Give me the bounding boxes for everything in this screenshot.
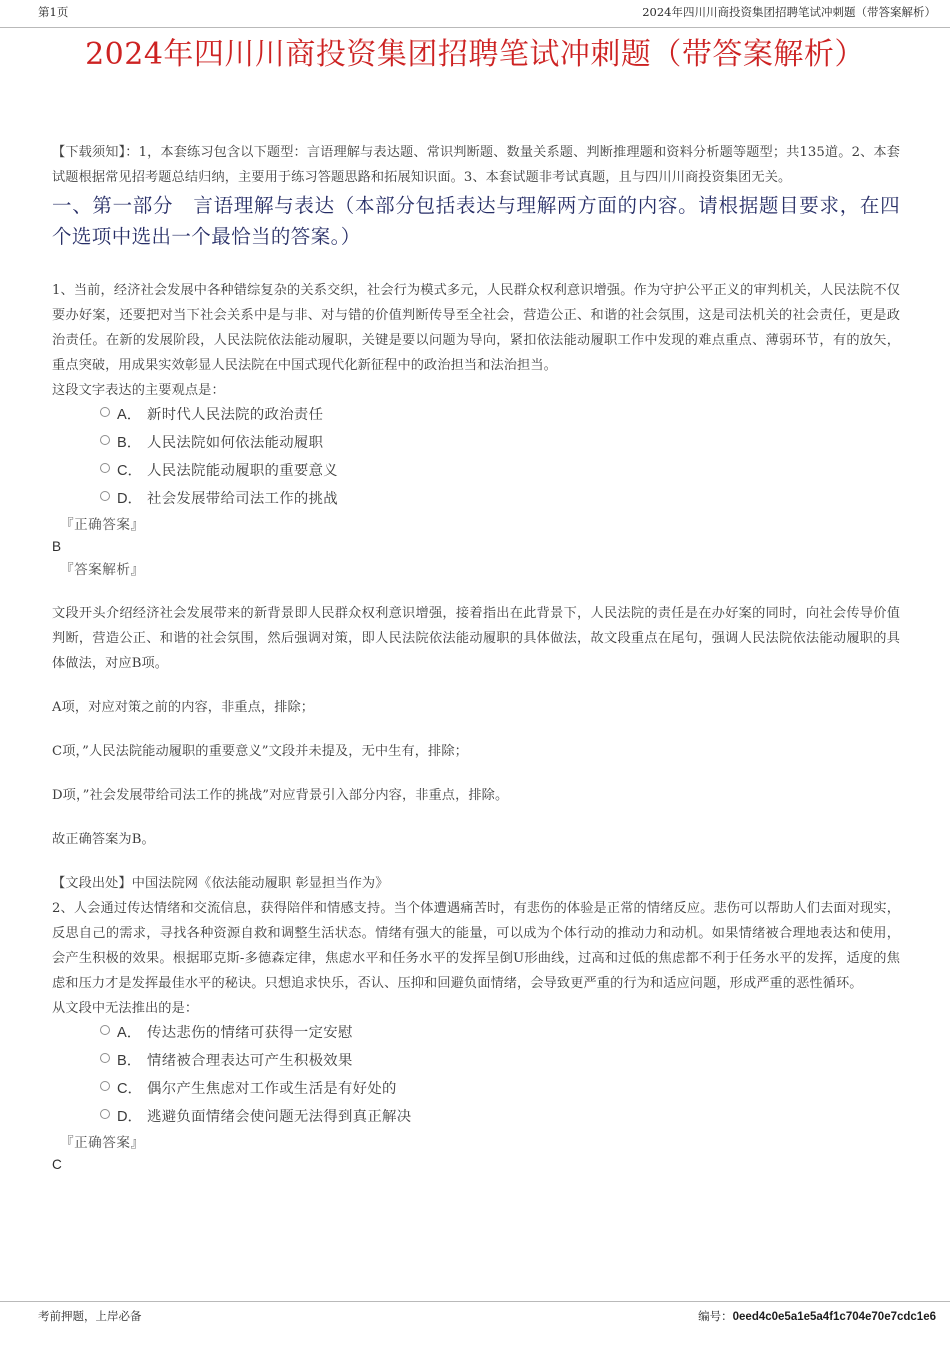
option-list: [52, 1021, 900, 1129]
option-letter: B．: [117, 1053, 142, 1069]
option-letter: D．: [117, 1109, 143, 1125]
section-heading: 一、第一部分 言语理解与表达（本部分包括表达与理解两方面的内容。请根据题目要求，在四个选项中选出一个最恰当的答案。）: [52, 194, 900, 248]
radio-icon[interactable]: [100, 491, 110, 501]
correct-answer-value: C: [52, 1157, 62, 1172]
radio-icon[interactable]: [100, 1109, 110, 1119]
option-item[interactable]: [52, 1049, 900, 1073]
radio-icon[interactable]: [100, 407, 110, 417]
option-text: 传达悲伤的情绪可获得一定安慰: [147, 1025, 353, 1041]
option-item[interactable]: [52, 403, 900, 427]
radio-icon[interactable]: [100, 463, 110, 473]
option-letter: A．: [117, 1025, 142, 1041]
option-text: 情绪被合理表达可产生积极效果: [147, 1053, 353, 1069]
question-prompt: 这段文字表达的主要观点是：: [52, 383, 225, 398]
option-text: 社会发展带给司法工作的挑战: [147, 491, 338, 507]
question-stem: 2、人会通过传达情绪和交流信息，获得陪伴和情感支持。当个体遭遇痛苦时，有悲伤的体验是正常的情绪反应。悲伤可以帮助人们去面对现实，反思自己的需求，寻找各种资源自救和调整生活状态。情绪有强大的能量，可以成为个体行动的推动力和动机。如果情绪被合理地表达和使用，会产生积极的效果。根据耶克斯-多德森定律，焦虑水平和任务水平的发挥呈倒U形曲线，过高和过低的焦虑都不利于任务水平的发挥，适度的焦虑和压力才是发挥最佳水平的秘诀。只想追求快乐，否认、压抑和回避负面情绪，会导致更严重的行为和适应问题，形成严重的恶性循环。: [52, 901, 900, 991]
correct-answer-label: 『正确答案』: [60, 517, 145, 533]
radio-icon[interactable]: [100, 1025, 110, 1035]
footer-code-value: 0eed4c0e5a1e5a4f1c704e70e7cdc1e6: [732, 1311, 936, 1323]
question-block: [52, 896, 900, 1176]
page-number-label: 第1页: [38, 5, 69, 19]
radio-icon[interactable]: [100, 1081, 110, 1091]
footer-code: [698, 1308, 936, 1324]
analysis-paragraph: 文段开头介绍经济社会发展带来的新背景即人民群众权利意识增强，接着指出在此背景下，人民法院的责任是在办好案的同时，向社会传导价值判断，营造公正、和谐的社会氛围，然后强调对策，即人民法院依法能动履职的具体做法，故文段重点在尾句，强调人民法院依法能动履职的具体做法，对应B项。: [52, 606, 900, 671]
option-text: 人民法院如何依法能动履职: [147, 435, 324, 451]
analysis-paragraph: C项，”人民法院能动履职的重要意义”文段并未提及，无中生有，排除；: [52, 744, 468, 759]
option-letter: A．: [117, 407, 142, 423]
option-item[interactable]: [52, 1021, 900, 1045]
analysis-label: 『答案解析』: [60, 562, 145, 578]
option-letter: D．: [117, 491, 143, 507]
analysis-paragraph: 故正确答案为B。: [52, 832, 155, 847]
option-list: [52, 403, 900, 511]
option-text: 人民法院能动履职的重要意义: [147, 463, 338, 479]
radio-icon[interactable]: [100, 435, 110, 445]
option-item[interactable]: [52, 487, 900, 511]
document-body: [52, 140, 900, 1178]
option-item[interactable]: [52, 1105, 900, 1129]
analysis-body: [52, 601, 900, 852]
radio-icon[interactable]: [100, 1053, 110, 1063]
question-stem: 1、当前，经济社会发展中各种错综复杂的关系交织，社会行为模式多元，人民群众权利意识增强。作为守护公平正义的审判机关，人民法院不仅要办好案，还要把对当下社会关系中是与非、对与错的价值判断传导至全社会，营造公正、和谐的社会氛围，这是司法机关的社会责任，更是政治责任。在新的发展阶段，人民法院依法能动履职，关键是要以问题为导向，紧扣依法能动履职工作中发现的难点重点、薄弱环节，有的放矢，重点突破，用成果实效彰显人民法院在中国式现代化新征程中的政治担当和法治担当。: [52, 283, 900, 373]
option-item[interactable]: [52, 459, 900, 483]
correct-answer-value: B: [52, 539, 62, 554]
running-header-title: 2024年四川川商投资集团招聘笔试冲刺题（带答案解析）: [642, 5, 936, 19]
option-text: 新时代人民法院的政治责任: [147, 407, 324, 423]
running-header: [0, 0, 950, 28]
option-letter: B．: [117, 435, 142, 451]
footer-slogan: 考前押题，上岸必备: [38, 1309, 142, 1323]
option-text: 偶尔产生焦虑对工作或生活是有好处的: [147, 1081, 397, 1097]
source-citation: 【文段出处】中国法院网《依法能动履职 彰显担当作为》: [52, 876, 389, 891]
running-footer: [0, 1301, 950, 1331]
option-letter: C．: [117, 463, 143, 479]
analysis-paragraph: A项，对应对策之前的内容，非重点，排除；: [52, 700, 315, 715]
option-text: 逃避负面情绪会使问题无法得到真正解决: [147, 1109, 412, 1125]
correct-answer-label: 『正确答案』: [60, 1135, 145, 1151]
option-letter: C．: [117, 1081, 143, 1097]
question-prompt: 从文段中无法推出的是：: [52, 1001, 199, 1016]
option-item[interactable]: [52, 1077, 900, 1101]
page-title: 2024年四川川商投资集团招聘笔试冲刺题（带答案解析）: [85, 37, 865, 72]
question-block: [52, 278, 900, 896]
option-item[interactable]: [52, 431, 900, 455]
analysis-paragraph: D项，”社会发展带给司法工作的挑战”对应背景引入部分内容，非重点，排除。: [52, 788, 509, 803]
footer-code-label: 编号：: [698, 1309, 733, 1323]
download-notice: 【下载须知】：1，本套练习包含以下题型：言语理解与表达题、常识判断题、数量关系题、判断推理题和资料分析题等题型；共135道。2、本套试题根据常见招考题总结归纳，主要用于练习答题思路和拓展知识面。3、本套试题非考试真题，且与四川川商投资集团无关。: [52, 145, 900, 185]
